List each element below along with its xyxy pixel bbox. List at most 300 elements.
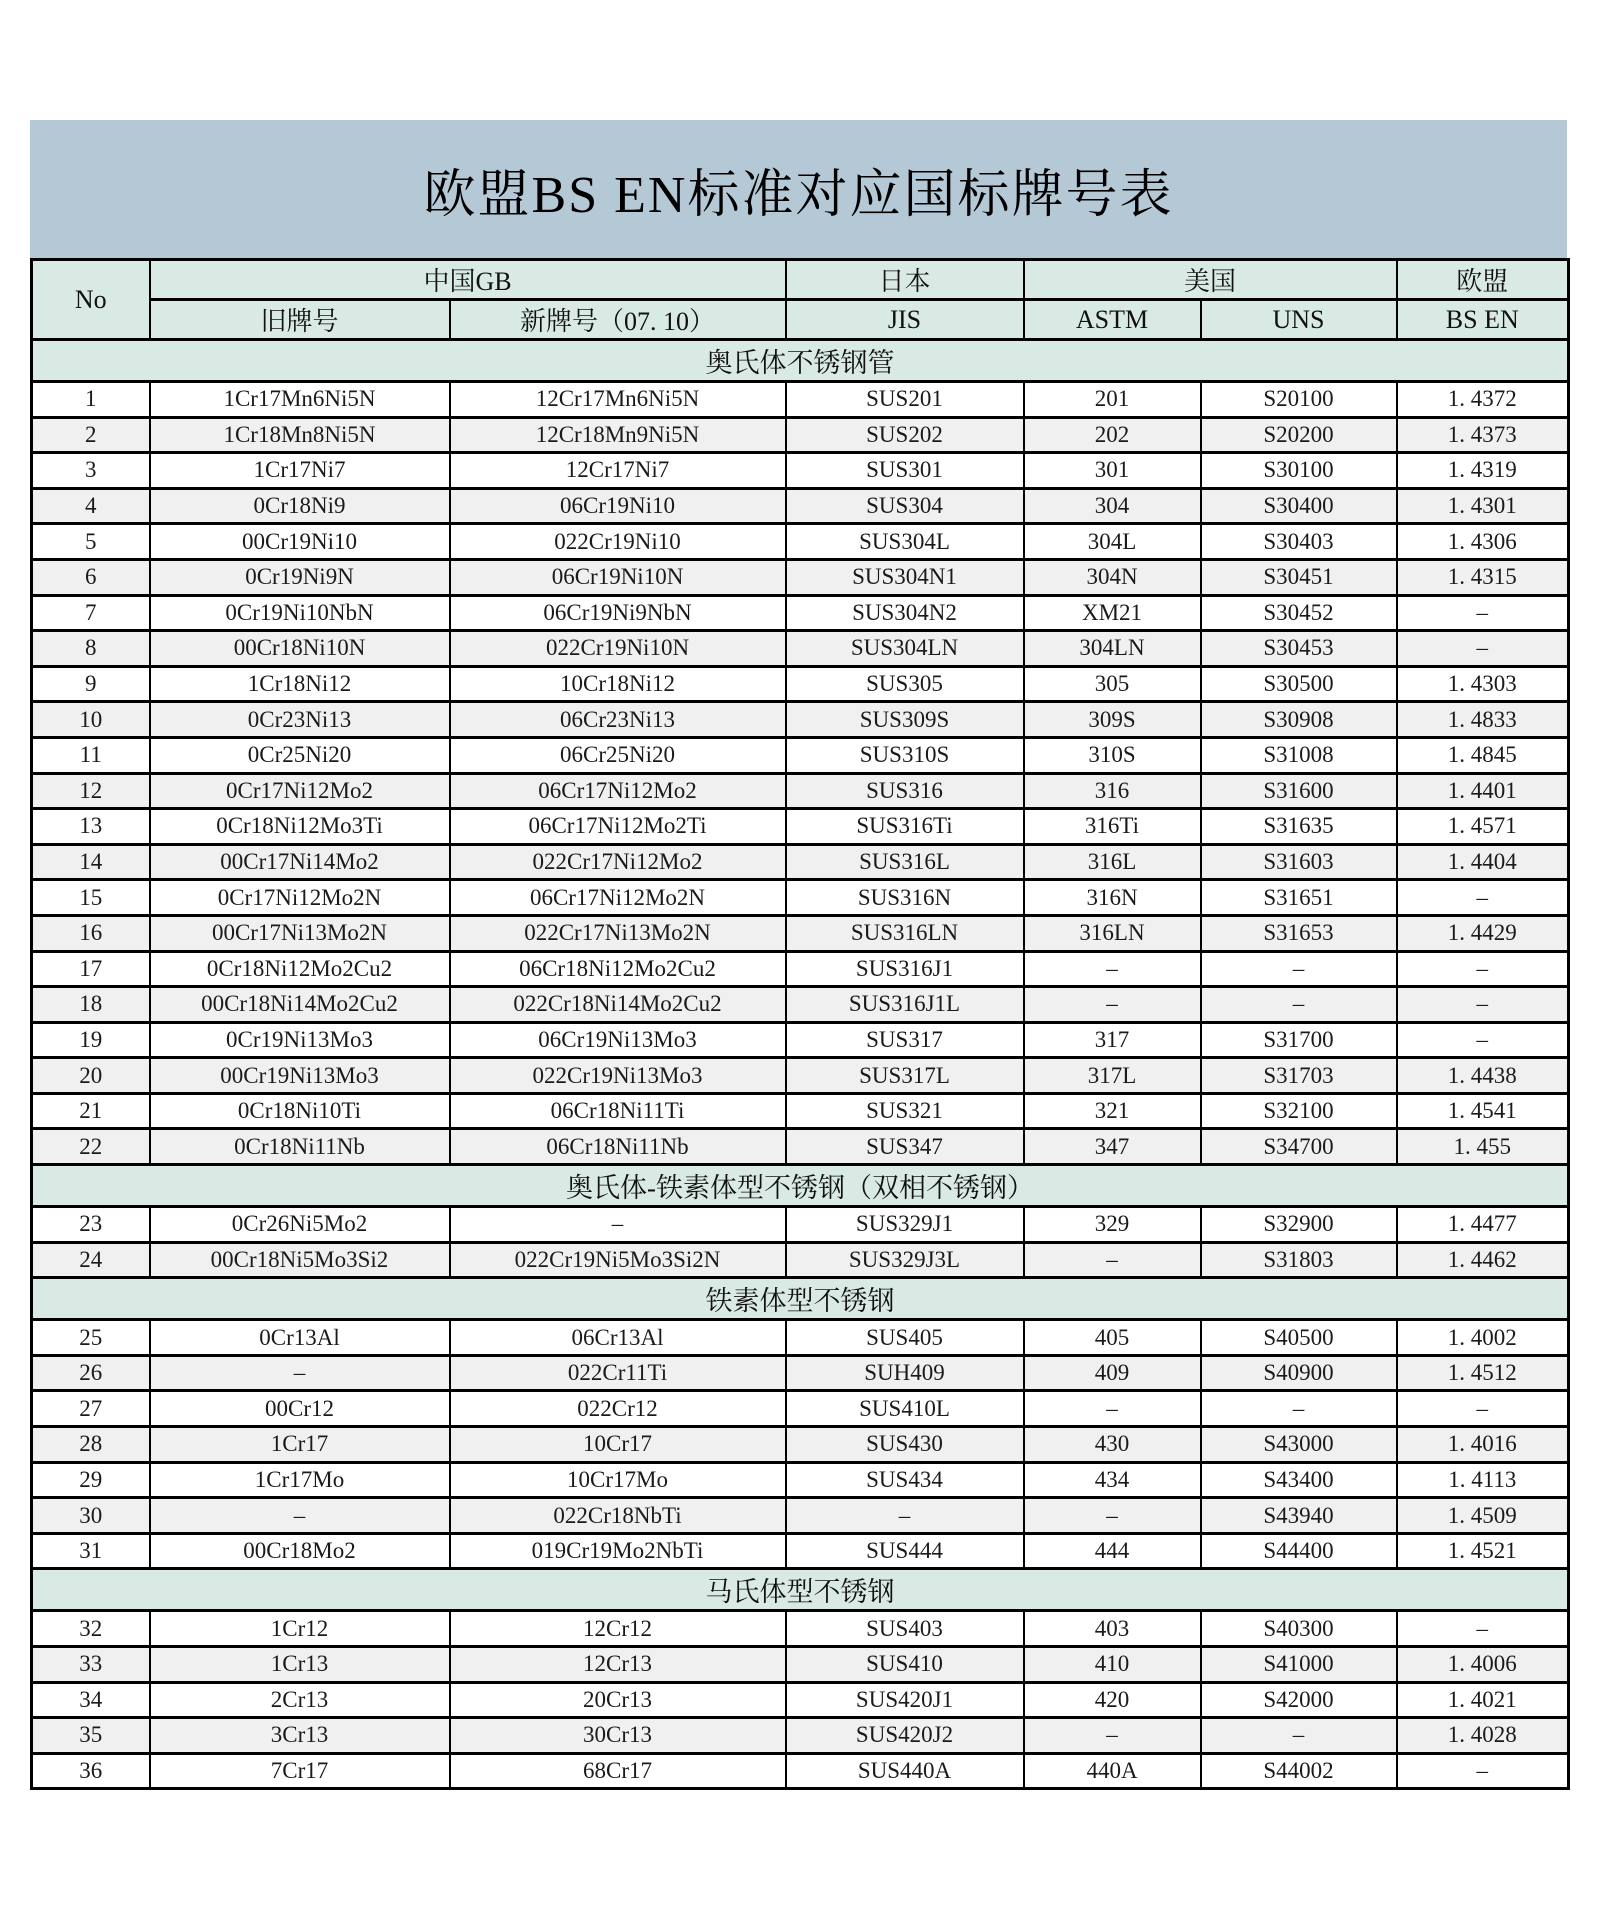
cell-gb-new-grade: 022Cr17Ni12Mo2: [450, 844, 786, 880]
cell-bs-en: 1. 4845: [1397, 737, 1569, 773]
cell-bs-en: 1. 4429: [1397, 915, 1569, 951]
cell-uns: S31635: [1201, 809, 1397, 845]
cell-gb-new-grade: 06Cr18Ni12Mo2Cu2: [450, 951, 786, 987]
cell-astm: 405: [1024, 1320, 1201, 1356]
cell-no: 22: [32, 1129, 150, 1165]
cell-gb-old-grade: 00Cr17Ni14Mo2: [150, 844, 450, 880]
header-row-groups: [32, 260, 1569, 300]
cell-jis: SUS316Ti: [786, 809, 1024, 845]
cell-gb-old-grade: 1Cr12: [150, 1611, 450, 1647]
cell-gb-old-grade: 00Cr18Ni14Mo2Cu2: [150, 987, 450, 1023]
cell-gb-new-grade: 06Cr18Ni11Ti: [450, 1093, 786, 1129]
cell-jis: SUS410L: [786, 1391, 1024, 1427]
cell-no: 28: [32, 1427, 150, 1463]
cell-gb-new-grade: 022Cr11Ti: [450, 1355, 786, 1391]
cell-jis: SUS316L: [786, 844, 1024, 880]
cell-bs-en: –: [1397, 1753, 1569, 1789]
cell-gb-new-grade: 12Cr18Mn9Ni5N: [450, 417, 786, 453]
cell-uns: S44400: [1201, 1533, 1397, 1569]
cell-bs-en: –: [1397, 631, 1569, 667]
cell-bs-en: 1. 4401: [1397, 773, 1569, 809]
cell-uns: S32100: [1201, 1093, 1397, 1129]
cell-no: 15: [32, 880, 150, 916]
cell-uns: S30908: [1201, 702, 1397, 738]
col-header-usa: 美国: [1024, 260, 1397, 300]
table-row: [32, 1391, 1569, 1427]
cell-gb-old-grade: 1Cr17Ni7: [150, 453, 450, 489]
cell-gb-old-grade: 1Cr18Ni12: [150, 666, 450, 702]
standards-table: [30, 258, 1570, 1790]
cell-gb-old-grade: 0Cr26Ni5Mo2: [150, 1207, 450, 1243]
cell-no: 31: [32, 1533, 150, 1569]
cell-gb-new-grade: 10Cr17: [450, 1427, 786, 1463]
table-row: [32, 382, 1569, 418]
cell-gb-old-grade: 1Cr13: [150, 1647, 450, 1683]
cell-gb-new-grade: 022Cr18NbTi: [450, 1498, 786, 1534]
cell-no: 9: [32, 666, 150, 702]
cell-gb-new-grade: 022Cr19Ni5Mo3Si2N: [450, 1242, 786, 1278]
cell-jis: SUS410: [786, 1647, 1024, 1683]
col-header-eu: 欧盟: [1397, 260, 1569, 300]
cell-no: 17: [32, 951, 150, 987]
cell-gb-new-grade: 06Cr19Ni9NbN: [450, 595, 786, 631]
cell-no: 35: [32, 1718, 150, 1754]
table-row: [32, 631, 1569, 667]
table-row: [32, 666, 1569, 702]
cell-astm: 403: [1024, 1611, 1201, 1647]
table-row: [32, 595, 1569, 631]
cell-no: 21: [32, 1093, 150, 1129]
cell-no: 10: [32, 702, 150, 738]
table-row: [32, 1753, 1569, 1789]
cell-gb-new-grade: 68Cr17: [450, 1753, 786, 1789]
table-row: [32, 1533, 1569, 1569]
cell-gb-old-grade: 0Cr18Ni12Mo3Ti: [150, 809, 450, 845]
cell-gb-old-grade: –: [150, 1498, 450, 1534]
table-row: [32, 1058, 1569, 1094]
cell-bs-en: 1. 4571: [1397, 809, 1569, 845]
cell-uns: –: [1201, 987, 1397, 1023]
cell-no: 4: [32, 488, 150, 524]
cell-gb-new-grade: 022Cr19Ni10N: [450, 631, 786, 667]
cell-jis: SUS420J2: [786, 1718, 1024, 1754]
cell-bs-en: 1. 4016: [1397, 1427, 1569, 1463]
cell-bs-en: 1. 4373: [1397, 417, 1569, 453]
cell-astm: –: [1024, 951, 1201, 987]
cell-astm: 317: [1024, 1022, 1201, 1058]
cell-gb-new-grade: 30Cr13: [450, 1718, 786, 1754]
cell-astm: 304LN: [1024, 631, 1201, 667]
cell-no: 14: [32, 844, 150, 880]
cell-no: 24: [32, 1242, 150, 1278]
table-row: [32, 417, 1569, 453]
cell-gb-new-grade: 06Cr19Ni10N: [450, 559, 786, 595]
cell-no: 25: [32, 1320, 150, 1356]
cell-uns: S31653: [1201, 915, 1397, 951]
cell-gb-new-grade: 12Cr17Mn6Ni5N: [450, 382, 786, 418]
cell-no: 2: [32, 417, 150, 453]
col-header-astm: ASTM: [1024, 300, 1201, 340]
cell-gb-new-grade: –: [450, 1207, 786, 1243]
table-row: [32, 1355, 1569, 1391]
cell-uns: S43000: [1201, 1427, 1397, 1463]
cell-gb-new-grade: 06Cr19Ni13Mo3: [450, 1022, 786, 1058]
cell-gb-old-grade: 0Cr18Ni9: [150, 488, 450, 524]
cell-jis: SUS316N: [786, 880, 1024, 916]
cell-jis: SUS305: [786, 666, 1024, 702]
cell-gb-old-grade: 0Cr13Al: [150, 1320, 450, 1356]
cell-bs-en: –: [1397, 595, 1569, 631]
cell-no: 8: [32, 631, 150, 667]
cell-bs-en: 1. 4303: [1397, 666, 1569, 702]
cell-no: 27: [32, 1391, 150, 1427]
cell-gb-new-grade: 022Cr19Ni10: [450, 524, 786, 560]
cell-uns: S41000: [1201, 1647, 1397, 1683]
cell-astm: 347: [1024, 1129, 1201, 1165]
cell-jis: SUS434: [786, 1462, 1024, 1498]
table-header: [32, 260, 1569, 340]
cell-no: 23: [32, 1207, 150, 1243]
cell-no: 20: [32, 1058, 150, 1094]
cell-jis: –: [786, 1498, 1024, 1534]
cell-gb-old-grade: 00Cr19Ni13Mo3: [150, 1058, 450, 1094]
cell-uns: S31700: [1201, 1022, 1397, 1058]
cell-uns: S31651: [1201, 880, 1397, 916]
cell-gb-old-grade: 2Cr13: [150, 1682, 450, 1718]
cell-uns: S34700: [1201, 1129, 1397, 1165]
cell-astm: 316Ti: [1024, 809, 1201, 845]
cell-gb-old-grade: 0Cr19Ni10NbN: [150, 595, 450, 631]
table-row: [32, 1207, 1569, 1243]
cell-uns: S31600: [1201, 773, 1397, 809]
cell-bs-en: 1. 4509: [1397, 1498, 1569, 1534]
cell-uns: S20100: [1201, 382, 1397, 418]
cell-astm: 317L: [1024, 1058, 1201, 1094]
cell-jis: SUS304N2: [786, 595, 1024, 631]
cell-bs-en: 1. 4002: [1397, 1320, 1569, 1356]
cell-jis: SUS430: [786, 1427, 1024, 1463]
cell-gb-old-grade: 0Cr23Ni13: [150, 702, 450, 738]
cell-gb-old-grade: 1Cr17Mn6Ni5N: [150, 382, 450, 418]
cell-jis: SUS329J1: [786, 1207, 1024, 1243]
section-title: 奥氏体不锈钢管: [32, 340, 1569, 382]
table-row: [32, 737, 1569, 773]
cell-no: 12: [32, 773, 150, 809]
table-row: [32, 1462, 1569, 1498]
cell-bs-en: 1. 4306: [1397, 524, 1569, 560]
cell-no: 29: [32, 1462, 150, 1498]
title-banner: [30, 120, 1567, 258]
cell-gb-new-grade: 06Cr17Ni12Mo2Ti: [450, 809, 786, 845]
cell-bs-en: 1. 4477: [1397, 1207, 1569, 1243]
cell-uns: S30403: [1201, 524, 1397, 560]
cell-jis: SUS316J1: [786, 951, 1024, 987]
cell-gb-new-grade: 12Cr17Ni7: [450, 453, 786, 489]
cell-uns: S30500: [1201, 666, 1397, 702]
table-row: [32, 488, 1569, 524]
table-row: [32, 524, 1569, 560]
cell-bs-en: 1. 4462: [1397, 1242, 1569, 1278]
cell-uns: S31603: [1201, 844, 1397, 880]
cell-astm: 430: [1024, 1427, 1201, 1463]
cell-astm: 310S: [1024, 737, 1201, 773]
cell-no: 5: [32, 524, 150, 560]
cell-gb-new-grade: 06Cr19Ni10: [450, 488, 786, 524]
table-row: [32, 1611, 1569, 1647]
section-row: [32, 1278, 1569, 1320]
cell-no: 19: [32, 1022, 150, 1058]
cell-gb-old-grade: 0Cr19Ni13Mo3: [150, 1022, 450, 1058]
cell-jis: SUS321: [786, 1093, 1024, 1129]
cell-gb-new-grade: 06Cr25Ni20: [450, 737, 786, 773]
cell-uns: S40500: [1201, 1320, 1397, 1356]
table-row: [32, 844, 1569, 880]
cell-jis: SUS316LN: [786, 915, 1024, 951]
table-row: [32, 1242, 1569, 1278]
cell-uns: S43940: [1201, 1498, 1397, 1534]
cell-astm: 410: [1024, 1647, 1201, 1683]
cell-bs-en: –: [1397, 987, 1569, 1023]
cell-uns: S31008: [1201, 737, 1397, 773]
cell-astm: –: [1024, 987, 1201, 1023]
cell-jis: SUS329J3L: [786, 1242, 1024, 1278]
table-row: [32, 1320, 1569, 1356]
cell-uns: S30400: [1201, 488, 1397, 524]
cell-gb-old-grade: 00Cr18Mo2: [150, 1533, 450, 1569]
cell-astm: 202: [1024, 417, 1201, 453]
cell-uns: S44002: [1201, 1753, 1397, 1789]
table-row: [32, 880, 1569, 916]
cell-astm: 434: [1024, 1462, 1201, 1498]
cell-uns: –: [1201, 951, 1397, 987]
cell-gb-old-grade: 0Cr19Ni9N: [150, 559, 450, 595]
cell-bs-en: 1. 4833: [1397, 702, 1569, 738]
cell-gb-new-grade: 06Cr17Ni12Mo2N: [450, 880, 786, 916]
cell-no: 11: [32, 737, 150, 773]
cell-no: 30: [32, 1498, 150, 1534]
header-row-sub: [32, 300, 1569, 340]
cell-uns: S31803: [1201, 1242, 1397, 1278]
cell-uns: S31703: [1201, 1058, 1397, 1094]
cell-jis: SUS304LN: [786, 631, 1024, 667]
cell-gb-old-grade: 1Cr17Mo: [150, 1462, 450, 1498]
cell-jis: SUS317L: [786, 1058, 1024, 1094]
cell-bs-en: –: [1397, 1391, 1569, 1427]
cell-uns: S30452: [1201, 595, 1397, 631]
table-row: [32, 773, 1569, 809]
cell-astm: XM21: [1024, 595, 1201, 631]
cell-bs-en: 1. 4372: [1397, 382, 1569, 418]
cell-astm: 440A: [1024, 1753, 1201, 1789]
cell-astm: 316: [1024, 773, 1201, 809]
cell-bs-en: –: [1397, 1611, 1569, 1647]
cell-no: 16: [32, 915, 150, 951]
cell-gb-old-grade: 00Cr19Ni10: [150, 524, 450, 560]
cell-bs-en: 1. 4021: [1397, 1682, 1569, 1718]
cell-uns: –: [1201, 1718, 1397, 1754]
cell-gb-old-grade: 00Cr18Ni5Mo3Si2: [150, 1242, 450, 1278]
cell-jis: SUS304L: [786, 524, 1024, 560]
cell-jis: SUS201: [786, 382, 1024, 418]
col-header-japan: 日本: [786, 260, 1024, 300]
cell-astm: 321: [1024, 1093, 1201, 1129]
cell-jis: SUS304: [786, 488, 1024, 524]
cell-jis: SUS405: [786, 1320, 1024, 1356]
cell-bs-en: 1. 4438: [1397, 1058, 1569, 1094]
cell-astm: 304N: [1024, 559, 1201, 595]
cell-uns: –: [1201, 1391, 1397, 1427]
cell-no: 33: [32, 1647, 150, 1683]
cell-gb-old-grade: 00Cr17Ni13Mo2N: [150, 915, 450, 951]
cell-gb-old-grade: 0Cr18Ni11Nb: [150, 1129, 450, 1165]
cell-astm: –: [1024, 1391, 1201, 1427]
cell-no: 26: [32, 1355, 150, 1391]
table-row: [32, 702, 1569, 738]
cell-astm: 201: [1024, 382, 1201, 418]
cell-gb-old-grade: 00Cr18Ni10N: [150, 631, 450, 667]
cell-bs-en: –: [1397, 951, 1569, 987]
cell-uns: S42000: [1201, 1682, 1397, 1718]
cell-gb-old-grade: 00Cr12: [150, 1391, 450, 1427]
cell-gb-old-grade: 3Cr13: [150, 1718, 450, 1754]
cell-uns: S40900: [1201, 1355, 1397, 1391]
cell-uns: S43400: [1201, 1462, 1397, 1498]
col-header-no: No: [32, 260, 150, 340]
cell-astm: 420: [1024, 1682, 1201, 1718]
cell-uns: S40300: [1201, 1611, 1397, 1647]
cell-no: 3: [32, 453, 150, 489]
cell-gb-old-grade: 7Cr17: [150, 1753, 450, 1789]
cell-gb-old-grade: 0Cr25Ni20: [150, 737, 450, 773]
cell-bs-en: 1. 4319: [1397, 453, 1569, 489]
cell-astm: 304L: [1024, 524, 1201, 560]
cell-gb-old-grade: 1Cr18Mn8Ni5N: [150, 417, 450, 453]
cell-jis: SUS440A: [786, 1753, 1024, 1789]
cell-uns: S32900: [1201, 1207, 1397, 1243]
cell-uns: S30453: [1201, 631, 1397, 667]
cell-gb-new-grade: 10Cr18Ni12: [450, 666, 786, 702]
cell-jis: SUS202: [786, 417, 1024, 453]
cell-astm: 444: [1024, 1533, 1201, 1569]
cell-jis: SUS316J1L: [786, 987, 1024, 1023]
section-row: [32, 340, 1569, 382]
cell-no: 6: [32, 559, 150, 595]
cell-no: 1: [32, 382, 150, 418]
section-title: 马氏体型不锈钢: [32, 1569, 1569, 1611]
cell-astm: 305: [1024, 666, 1201, 702]
cell-gb-new-grade: 12Cr13: [450, 1647, 786, 1683]
cell-bs-en: 1. 4521: [1397, 1533, 1569, 1569]
table-row: [32, 1718, 1569, 1754]
table-row: [32, 951, 1569, 987]
cell-gb-new-grade: 019Cr19Mo2NbTi: [450, 1533, 786, 1569]
cell-jis: SUS310S: [786, 737, 1024, 773]
cell-astm: 316LN: [1024, 915, 1201, 951]
cell-bs-en: 1. 4301: [1397, 488, 1569, 524]
col-header-bs-en: BS EN: [1397, 300, 1569, 340]
cell-jis: SUS304N1: [786, 559, 1024, 595]
cell-gb-new-grade: 022Cr18Ni14Mo2Cu2: [450, 987, 786, 1023]
cell-jis: SUH409: [786, 1355, 1024, 1391]
col-header-jis: JIS: [786, 300, 1024, 340]
table-row: [32, 1129, 1569, 1165]
table-row: [32, 453, 1569, 489]
cell-uns: S20200: [1201, 417, 1397, 453]
cell-gb-new-grade: 10Cr17Mo: [450, 1462, 786, 1498]
section-title: 铁素体型不锈钢: [32, 1278, 1569, 1320]
table-row: [32, 1093, 1569, 1129]
cell-gb-new-grade: 06Cr17Ni12Mo2: [450, 773, 786, 809]
cell-uns: S30100: [1201, 453, 1397, 489]
cell-astm: 316N: [1024, 880, 1201, 916]
cell-jis: SUS420J1: [786, 1682, 1024, 1718]
cell-gb-new-grade: 06Cr23Ni13: [450, 702, 786, 738]
cell-gb-old-grade: 0Cr17Ni12Mo2: [150, 773, 450, 809]
section-title: 奥氏体-铁素体型不锈钢（双相不锈钢）: [32, 1165, 1569, 1207]
cell-no: 36: [32, 1753, 150, 1789]
table-row: [32, 559, 1569, 595]
cell-bs-en: 1. 4315: [1397, 559, 1569, 595]
cell-gb-new-grade: 06Cr13Al: [450, 1320, 786, 1356]
table-row: [32, 1682, 1569, 1718]
cell-astm: –: [1024, 1718, 1201, 1754]
cell-bs-en: 1. 4404: [1397, 844, 1569, 880]
cell-gb-old-grade: 0Cr17Ni12Mo2N: [150, 880, 450, 916]
col-header-new-grade: 新牌号（07. 10）: [450, 300, 786, 340]
cell-bs-en: –: [1397, 1022, 1569, 1058]
col-header-old-grade: 旧牌号: [150, 300, 450, 340]
cell-gb-new-grade: 12Cr12: [450, 1611, 786, 1647]
table-row: [32, 915, 1569, 951]
cell-jis: SUS301: [786, 453, 1024, 489]
table-row: [32, 1022, 1569, 1058]
cell-astm: 409: [1024, 1355, 1201, 1391]
cell-astm: 304: [1024, 488, 1201, 524]
cell-gb-old-grade: 0Cr18Ni12Mo2Cu2: [150, 951, 450, 987]
cell-jis: SUS317: [786, 1022, 1024, 1058]
cell-no: 32: [32, 1611, 150, 1647]
cell-jis: SUS347: [786, 1129, 1024, 1165]
cell-gb-old-grade: –: [150, 1355, 450, 1391]
page-title: 欧盟BS EN标准对应国标牌号表: [423, 166, 1174, 224]
cell-astm: 316L: [1024, 844, 1201, 880]
cell-gb-new-grade: 022Cr19Ni13Mo3: [450, 1058, 786, 1094]
cell-no: 34: [32, 1682, 150, 1718]
cell-astm: –: [1024, 1242, 1201, 1278]
cell-bs-en: –: [1397, 880, 1569, 916]
cell-jis: SUS403: [786, 1611, 1024, 1647]
table-row: [32, 1498, 1569, 1534]
cell-gb-new-grade: 06Cr18Ni11Nb: [450, 1129, 786, 1165]
section-row: [32, 1569, 1569, 1611]
col-header-uns: UNS: [1201, 300, 1397, 340]
cell-astm: 309S: [1024, 702, 1201, 738]
cell-gb-new-grade: 20Cr13: [450, 1682, 786, 1718]
cell-bs-en: 1. 4028: [1397, 1718, 1569, 1754]
section-row: [32, 1165, 1569, 1207]
cell-astm: 301: [1024, 453, 1201, 489]
table-row: [32, 809, 1569, 845]
table-row: [32, 1647, 1569, 1683]
table-row: [32, 1427, 1569, 1463]
col-header-china-gb: 中国GB: [150, 260, 786, 300]
cell-bs-en: 1. 4113: [1397, 1462, 1569, 1498]
cell-gb-new-grade: 022Cr17Ni13Mo2N: [450, 915, 786, 951]
cell-gb-new-grade: 022Cr12: [450, 1391, 786, 1427]
cell-no: 18: [32, 987, 150, 1023]
cell-astm: –: [1024, 1498, 1201, 1534]
cell-bs-en: 1. 4541: [1397, 1093, 1569, 1129]
